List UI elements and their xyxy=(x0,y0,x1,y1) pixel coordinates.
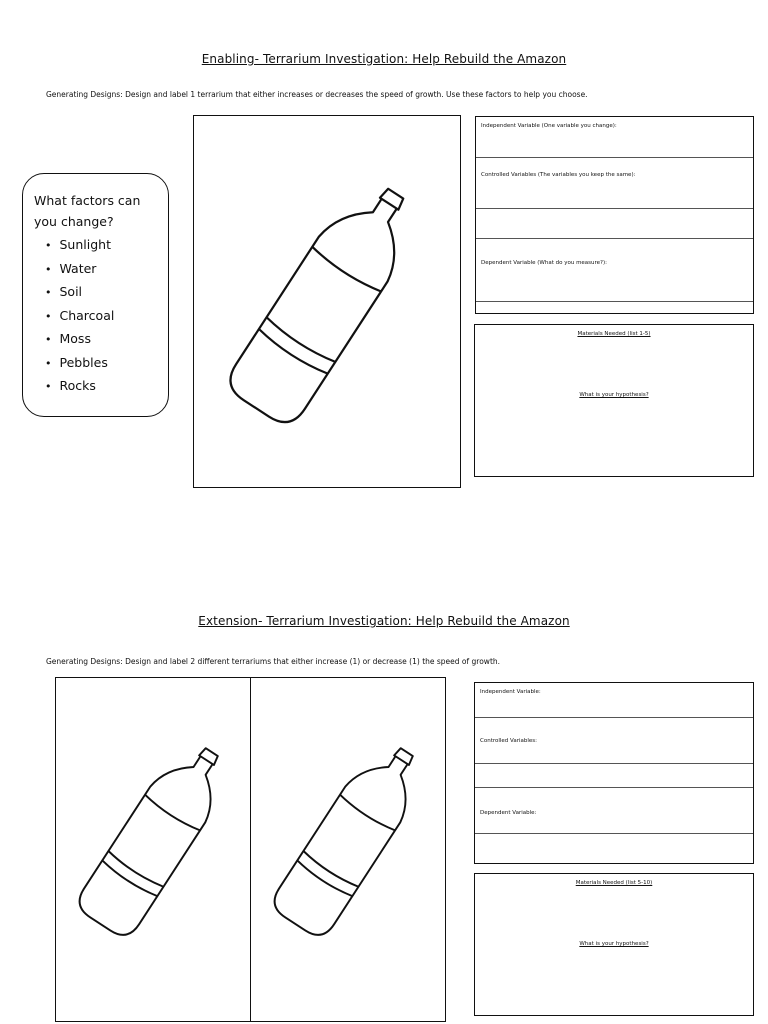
enabling-instructions: Generating Designs: Design and label 1 terrarium that either increases or decreases the speed of growth. Use these factors to help you choose. xyxy=(46,90,588,99)
materials-needed-label: Materials Needed (list 1-5) xyxy=(577,331,651,337)
design-drawing-box[interactable] xyxy=(193,115,461,488)
answer-line xyxy=(476,157,753,158)
variables-box xyxy=(475,116,754,314)
design-panel-2[interactable] xyxy=(251,678,445,1021)
answer-line xyxy=(475,717,753,718)
answer-line xyxy=(476,238,753,239)
hypothesis-label: What is your hypothesis? xyxy=(579,392,649,398)
bottle-outline-icon xyxy=(251,678,445,1021)
factors-list xyxy=(34,234,168,399)
answer-line xyxy=(475,833,753,834)
enabling-title: Enabling- Terrarium Investigation: Help Rebuild the Amazon xyxy=(201,52,567,66)
extension-variables-box xyxy=(474,682,754,864)
factor-item: • Charcoal xyxy=(45,305,168,329)
bottle-outline-icon xyxy=(194,116,460,487)
factor-item: • Moss xyxy=(45,328,168,352)
bottle-outline-icon xyxy=(56,678,250,1021)
factor-item: • Soil xyxy=(45,281,168,305)
dependent-variable-label: Dependent Variable: xyxy=(480,810,537,816)
extension-instructions: Generating Designs: Design and label 2 different terrariums that either increase (1) or decrease (1) the speed of growth. xyxy=(46,657,501,666)
answer-line xyxy=(475,763,753,764)
independent-variable-label: Independent Variable: xyxy=(480,689,541,695)
factor-item: • Sunlight xyxy=(45,234,168,258)
controlled-variables-label: Controlled Variables: xyxy=(480,738,538,744)
extension-title: Extension- Terrarium Investigation: Help Rebuild the Amazon xyxy=(198,614,570,628)
independent-variable-label: Independent Variable (One variable you change): xyxy=(481,123,617,129)
answer-line xyxy=(476,301,753,302)
hypothesis-label: What is your hypothesis? xyxy=(579,941,649,947)
factor-item: • Rocks xyxy=(45,375,168,399)
answer-line xyxy=(475,787,753,788)
answer-line xyxy=(476,208,753,209)
controlled-variables-label: Controlled Variables (The variables you keep the same): xyxy=(481,172,636,178)
materials-hypothesis-box xyxy=(474,324,754,477)
factor-item: • Water xyxy=(45,258,168,282)
extension-materials-hypothesis-box xyxy=(474,873,754,1016)
factor-item: • Pebbles xyxy=(45,352,168,376)
materials-needed-label: Materials Needed (list 5-10) xyxy=(575,880,653,886)
design-panel-1[interactable] xyxy=(56,678,250,1021)
dependent-variable-label: Dependent Variable (What do you measure?): xyxy=(481,260,607,266)
factors-box xyxy=(22,173,169,417)
factors-heading: What factors can you change? xyxy=(34,193,141,229)
designs-drawing-box xyxy=(55,677,446,1022)
